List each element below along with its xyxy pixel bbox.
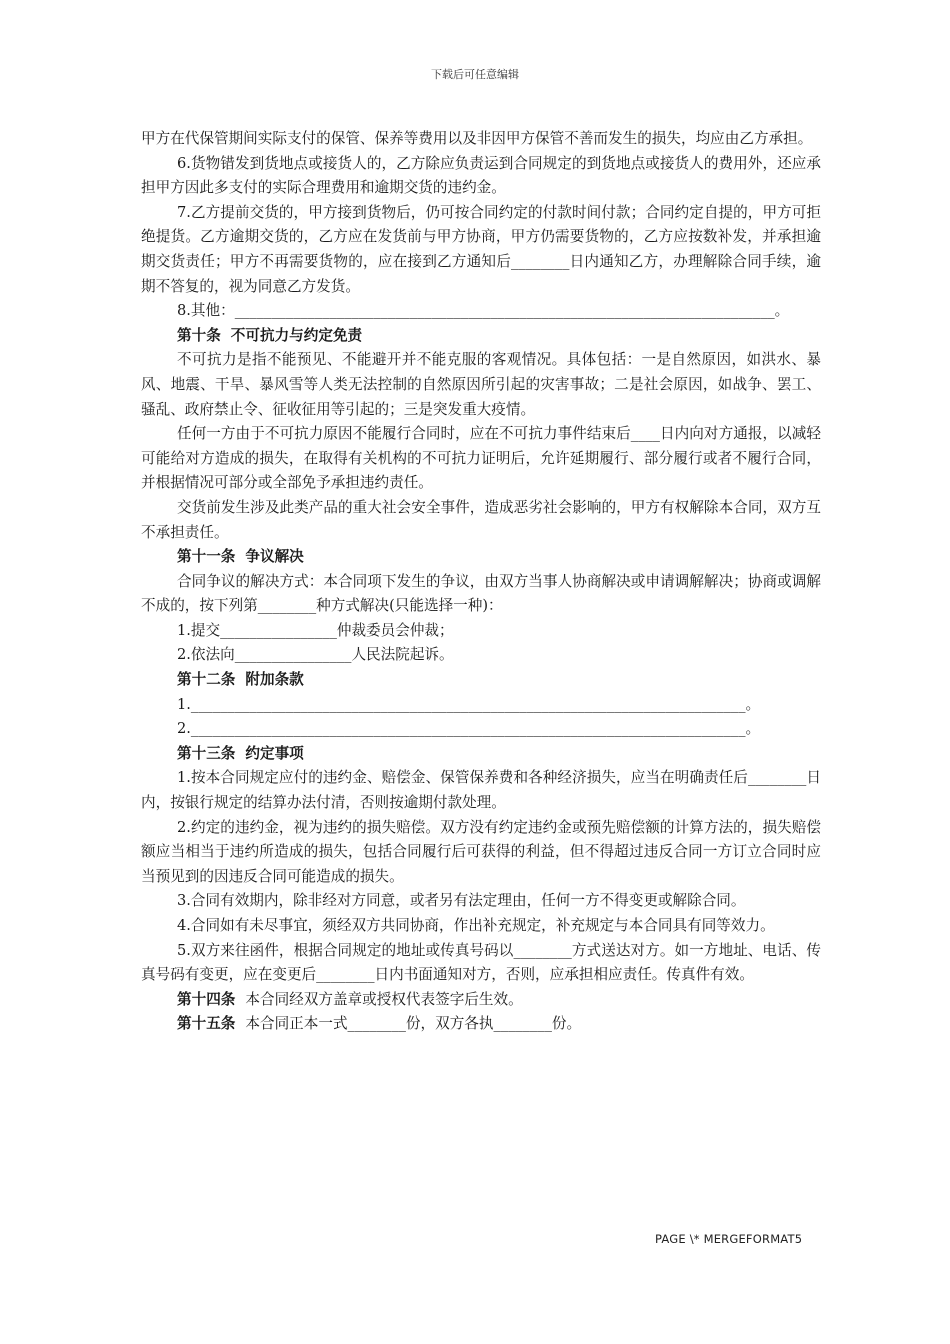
body-paragraph: 甲方在代保管期间实际支付的保管、保养等费用以及非因甲方保管不善而发生的损失，均应由乙方承担。 [141, 130, 813, 147]
body-paragraph: 6.货物错发到货地点或接货人的，乙方除应负责运到合同规定的到货地点或接货人的费用外，还应承担甲方因此多支付的实际合理费用和逾期交货的违约金。 [141, 154, 821, 197]
section-number: 第十四条 [177, 990, 236, 1008]
body-paragraph: 合同争议的解决方式：本合同项下发生的争议，由双方当事人协商解决或申请调解解决；协商或调解不成的，按下列第________种方式解决(只能选择一种)： [141, 572, 821, 615]
clause-text: 本合同正本一式________份，双方各执________份。 [245, 1015, 582, 1033]
body-paragraph: 任何一方由于不可抗力原因不能履行合同时，应在不可抗力事件结束后____日内向对方通报，以减轻可能给对方造成的损失，在取得有关机构的不可抗力证明后，允许延期履行、部分履行或者不履行合同，并根据情况可部分或全部免予承担违约责任。 [141, 425, 821, 492]
body-paragraph: 不可抗力是指不能预见、不能避开并不能克服的客观情况。具体包括：一是自然原因，如洪水、暴风、地震、干旱、暴风雪等人类无法控制的自然原因所引起的灾害事故；二是社会原因，如战争、罢工、骚乱、政府禁止令、征收征用等引起的；三是突发重大疫情。 [141, 351, 821, 418]
body-paragraph: 8.其他：__________________________________________________________________________。 [177, 302, 790, 320]
body-paragraph: 2.____________________________________________________________________________。 [177, 720, 761, 738]
section-heading [141, 742, 821, 767]
body-paragraph: 1.____________________________________________________________________________。 [177, 695, 761, 713]
section-title: 争议解决 [245, 548, 304, 566]
section-heading [141, 324, 821, 349]
body-paragraph: 1.按本合同规定应付的违约金、赔偿金、保管保养费和各种经济损失，应当在明确责任后________日内，按银行规定的结算办法付清，否则按逾期付款处理。 [141, 769, 821, 812]
section-number: 第十一条 [177, 548, 236, 566]
body-paragraph: 5.双方来往函件，根据合同规定的地址或传真号码以________方式送达对方。如一方地址、电话、传真号码有变更，应在变更后________日内书面通知对方，否则，应承担相应责任。传真件有效。 [141, 941, 821, 984]
section-number: 第十三条 [177, 744, 236, 762]
section-number: 第十五条 [177, 1015, 236, 1033]
document-body [141, 127, 821, 1037]
section-heading [141, 545, 821, 570]
section-clause [141, 1012, 821, 1037]
section-number: 第十二条 [177, 671, 236, 689]
section-title: 不可抗力与约定免责 [230, 326, 363, 344]
section-heading [141, 668, 821, 693]
section-title: 附加条款 [245, 671, 304, 689]
clause-text: 本合同经双方盖章或授权代表签字后生效。 [245, 990, 523, 1008]
section-title: 约定事项 [245, 744, 304, 762]
body-paragraph: 交货前发生涉及此类产品的重大社会安全事件，造成恶劣社会影响的，甲方有权解除本合同，双方互不承担责任。 [141, 498, 821, 541]
page-footer: PAGE \* MERGEFORMAT5 [655, 1232, 803, 1246]
body-paragraph: 7.乙方提前交货的，甲方接到货物后，仍可按合同约定的付款时间付款；合同约定自提的，甲方可拒绝提货。乙方逾期交货的，乙方应在发货前与甲方协商，甲方仍需要货物的，乙方应按数补发，并承担逾期交货责任；甲方不再需要货物的，应在接到乙方通知后________日内通知乙方，办理解除合同手续，逾期不答复的，视为同意乙方发货。 [141, 203, 821, 295]
body-paragraph: 1.提交________________仲裁委员会仲裁； [177, 621, 454, 639]
page-header: 下载后可任意编辑 [431, 68, 519, 81]
section-number: 第十条 [177, 326, 221, 344]
body-paragraph: 3.合同有效期内，除非经对方同意，或者另有法定理由，任何一方不得变更或解除合同。 [177, 892, 746, 910]
section-clause [141, 988, 821, 1013]
body-paragraph: 4.合同如有未尽事宜，须经双方共同协商，作出补充规定，补充规定与本合同具有同等效力。 [177, 917, 775, 934]
body-paragraph: 2.依法向________________人民法院起诉。 [177, 646, 454, 664]
body-paragraph: 2.约定的违约金，视为违约的损失赔偿。双方没有约定违约金或预先赔偿额的计算方法的，损失赔偿额应当相当于违约所造成的损失，包括合同履行后可获得的利益，但不得超过违反合同一方订立合同时应当预见到的因违反合同可能造成的损失。 [141, 818, 821, 885]
